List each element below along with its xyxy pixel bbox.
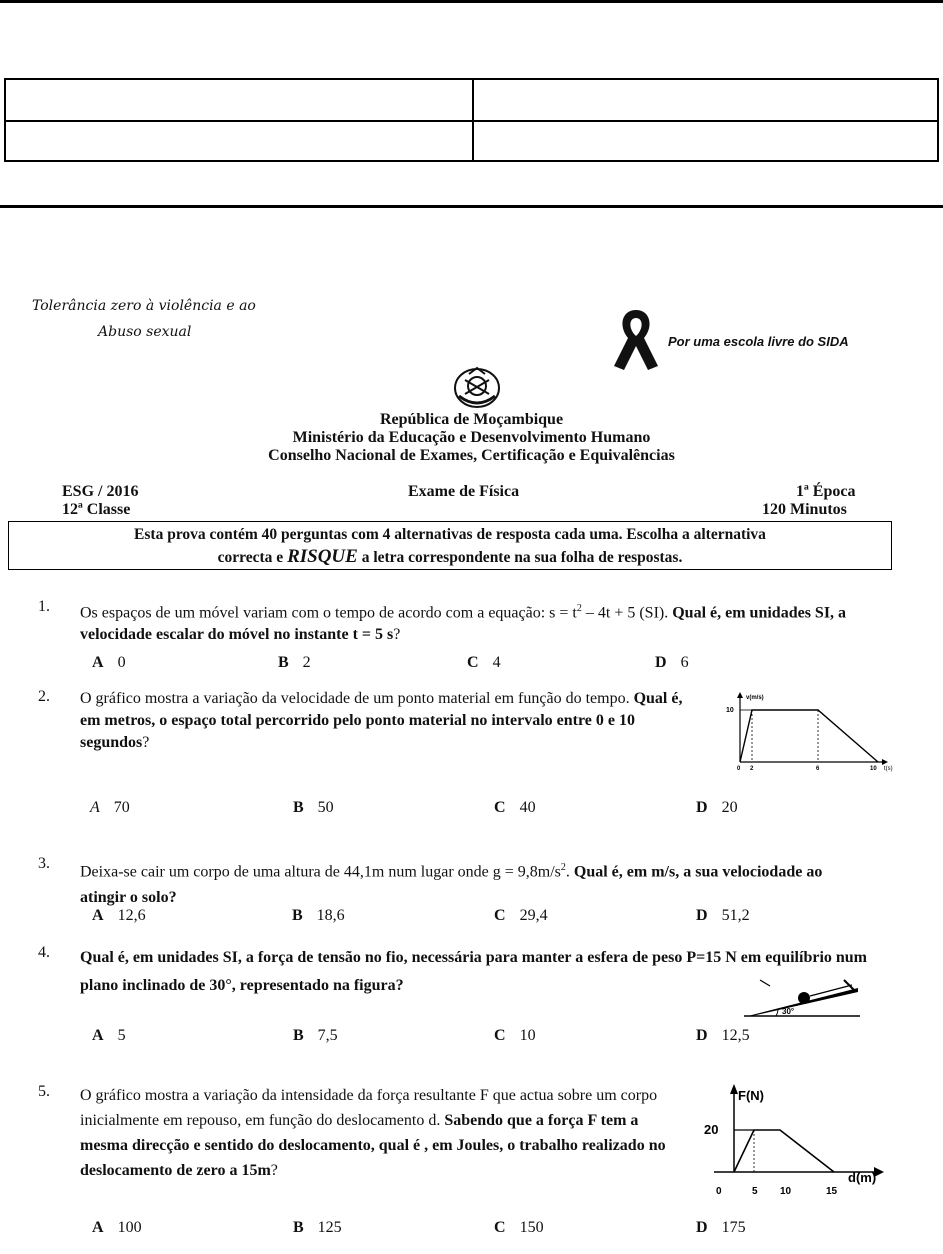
instructions-line1: Esta prova contém 40 perguntas com 4 alternativas de resposta cada uma. Escolha a alternativa [134,526,766,543]
q2-option-a[interactable]: A 70 [90,799,130,816]
q5-x5: 5 [752,1186,758,1197]
q3-text-b: . [565,863,574,881]
q2-option-c[interactable]: C 40 [494,799,536,816]
instructions-box [8,521,892,570]
q2-end: ? [142,734,150,751]
q4-question: Qual é, em unidades SI, a força de tensão no fio, necessária para manter a esfera de peso P=15 N em equilíbrio num plano inclinado de 30°, representado na figura? [80,949,868,994]
q2-question: Qual é, em metros, o espaço total percorrido pelo ponto material no intervalo entre 0 e 10 segundos [80,690,683,751]
exam-duration: 120 Minutos [762,501,847,518]
q5-xlabel: d(m) [848,1170,877,1185]
q3-option-b[interactable]: B 18,6 [292,907,345,924]
exam-epoch: 1ª Época [796,483,856,500]
q4-option-a[interactable]: A 5 [92,1027,126,1044]
coat-of-arms-icon [451,366,503,410]
q5-end: ? [270,1162,278,1179]
q4-inclined-plane-figure [740,976,864,1020]
q2-ylabel: v(m/s) [746,695,764,701]
slogan-line1: Tolerância zero à violência e ao [32,298,256,314]
q3-option-a[interactable]: A 12,6 [92,907,146,924]
q5-y20: 20 [704,1122,719,1137]
q2-velocity-graph [724,690,900,776]
q2-x0: 0 [737,766,741,772]
q4-option-d[interactable]: D 12,5 [696,1027,750,1044]
q4-option-c[interactable]: C 10 [494,1027,536,1044]
q2-x10: 10 [870,766,877,772]
ministry-name: Ministério da Educação e Desenvolvimento Humano [292,429,651,446]
q1-option-b[interactable]: B 2 [278,654,311,671]
header-table [4,78,939,162]
q5-option-b[interactable]: B 125 [293,1219,342,1236]
q1-option-a[interactable]: A 0 [92,654,126,671]
q5-force-graph [700,1082,890,1214]
instructions-pre: correcta e [217,549,288,566]
q1-text-b: – 4t + 5 (SI). [581,604,673,622]
question-5-text [80,1083,680,1183]
q3-option-d[interactable]: D 51,2 [696,907,750,924]
question-4-number: 4. [38,944,50,961]
q1-exponent: 2 [576,603,582,614]
q2-option-d[interactable]: D 20 [696,799,738,816]
exam-grade: 12ª Classe [62,501,131,518]
instructions-line2 [9,546,891,569]
q1-text-a: Os espaços de um móvel variam com o tempo de acordo com a equação: s = t [80,604,577,622]
country-name: República de Moçambique [379,411,564,428]
q1-question: Qual é, em unidades SI, a velocidade escalar do móvel no instante t = 5 s [80,604,847,644]
council-name: Conselho Nacional de Exames, Certificação e Equivalências [268,447,675,464]
q2-x2: 2 [750,766,754,772]
q2-xlabel: t(s) [884,766,893,772]
q1-end: ? [393,626,401,644]
q3-question: Qual é, em m/s, a sua velociodade ao atingir o solo? [80,863,823,907]
top-rule [0,0,943,3]
exam-title: Exame de Física [408,483,520,500]
q5-option-d[interactable]: D 175 [696,1219,746,1236]
q5-x10: 10 [780,1186,792,1197]
q5-ylabel: F(N) [738,1088,764,1103]
section-rule [0,205,943,208]
question-1-text [80,598,890,646]
table-divider-horizontal [6,120,937,122]
red-ribbon-icon [606,306,666,372]
q1-option-d[interactable]: D 6 [655,654,689,671]
q1-option-c[interactable]: C 4 [467,654,501,671]
q5-option-c[interactable]: C 150 [494,1219,544,1236]
question-2-text [80,688,700,754]
slogan-line2: Abuso sexual [98,324,192,340]
q2-option-b[interactable]: B 50 [293,799,334,816]
q3-text-a: Deixa-se cair um corpo de uma altura de 44,1m num lugar onde g = 9,8m/s [80,863,561,881]
q5-x15: 15 [826,1186,838,1197]
question-1-number: 1. [38,598,50,615]
q5-text: O gráfico mostra a variação da intensidade da força resultante F que actua sobre um corpo inicialmente em repouso, em função do deslocamento d. [80,1087,658,1129]
question-5-number: 5. [38,1083,50,1100]
question-3-number: 3. [38,855,50,872]
q2-text: O gráfico mostra a variação da velocidade de um ponto material em função do tempo. [80,690,634,707]
q2-y10: 10 [726,707,734,714]
instructions-post: a letra correspondente na sua folha de respostas. [357,549,683,566]
exam-code: ESG / 2016 [62,483,139,500]
q5-question: Sabendo que a força F tem a mesma direcção e sentido do deslocamento, qual é , em Joules, o trabalho realizado no deslocamento de zero a 15m [80,1112,666,1179]
aids-slogan: Por uma escola livre do SIDA [668,334,849,349]
instructions-emphasis: RISQUE [287,546,358,567]
q5-x0: 0 [716,1186,722,1197]
question-2-number: 2. [38,688,50,705]
q3-option-c[interactable]: C 29,4 [494,907,548,924]
question-3-text [80,855,870,911]
q2-x6: 6 [816,766,820,772]
q5-option-a[interactable]: A 100 [92,1219,142,1236]
q3-exponent: 2 [560,862,566,873]
q4-option-b[interactable]: B 7,5 [293,1027,338,1044]
q4-angle-label: 30° [782,1007,795,1016]
